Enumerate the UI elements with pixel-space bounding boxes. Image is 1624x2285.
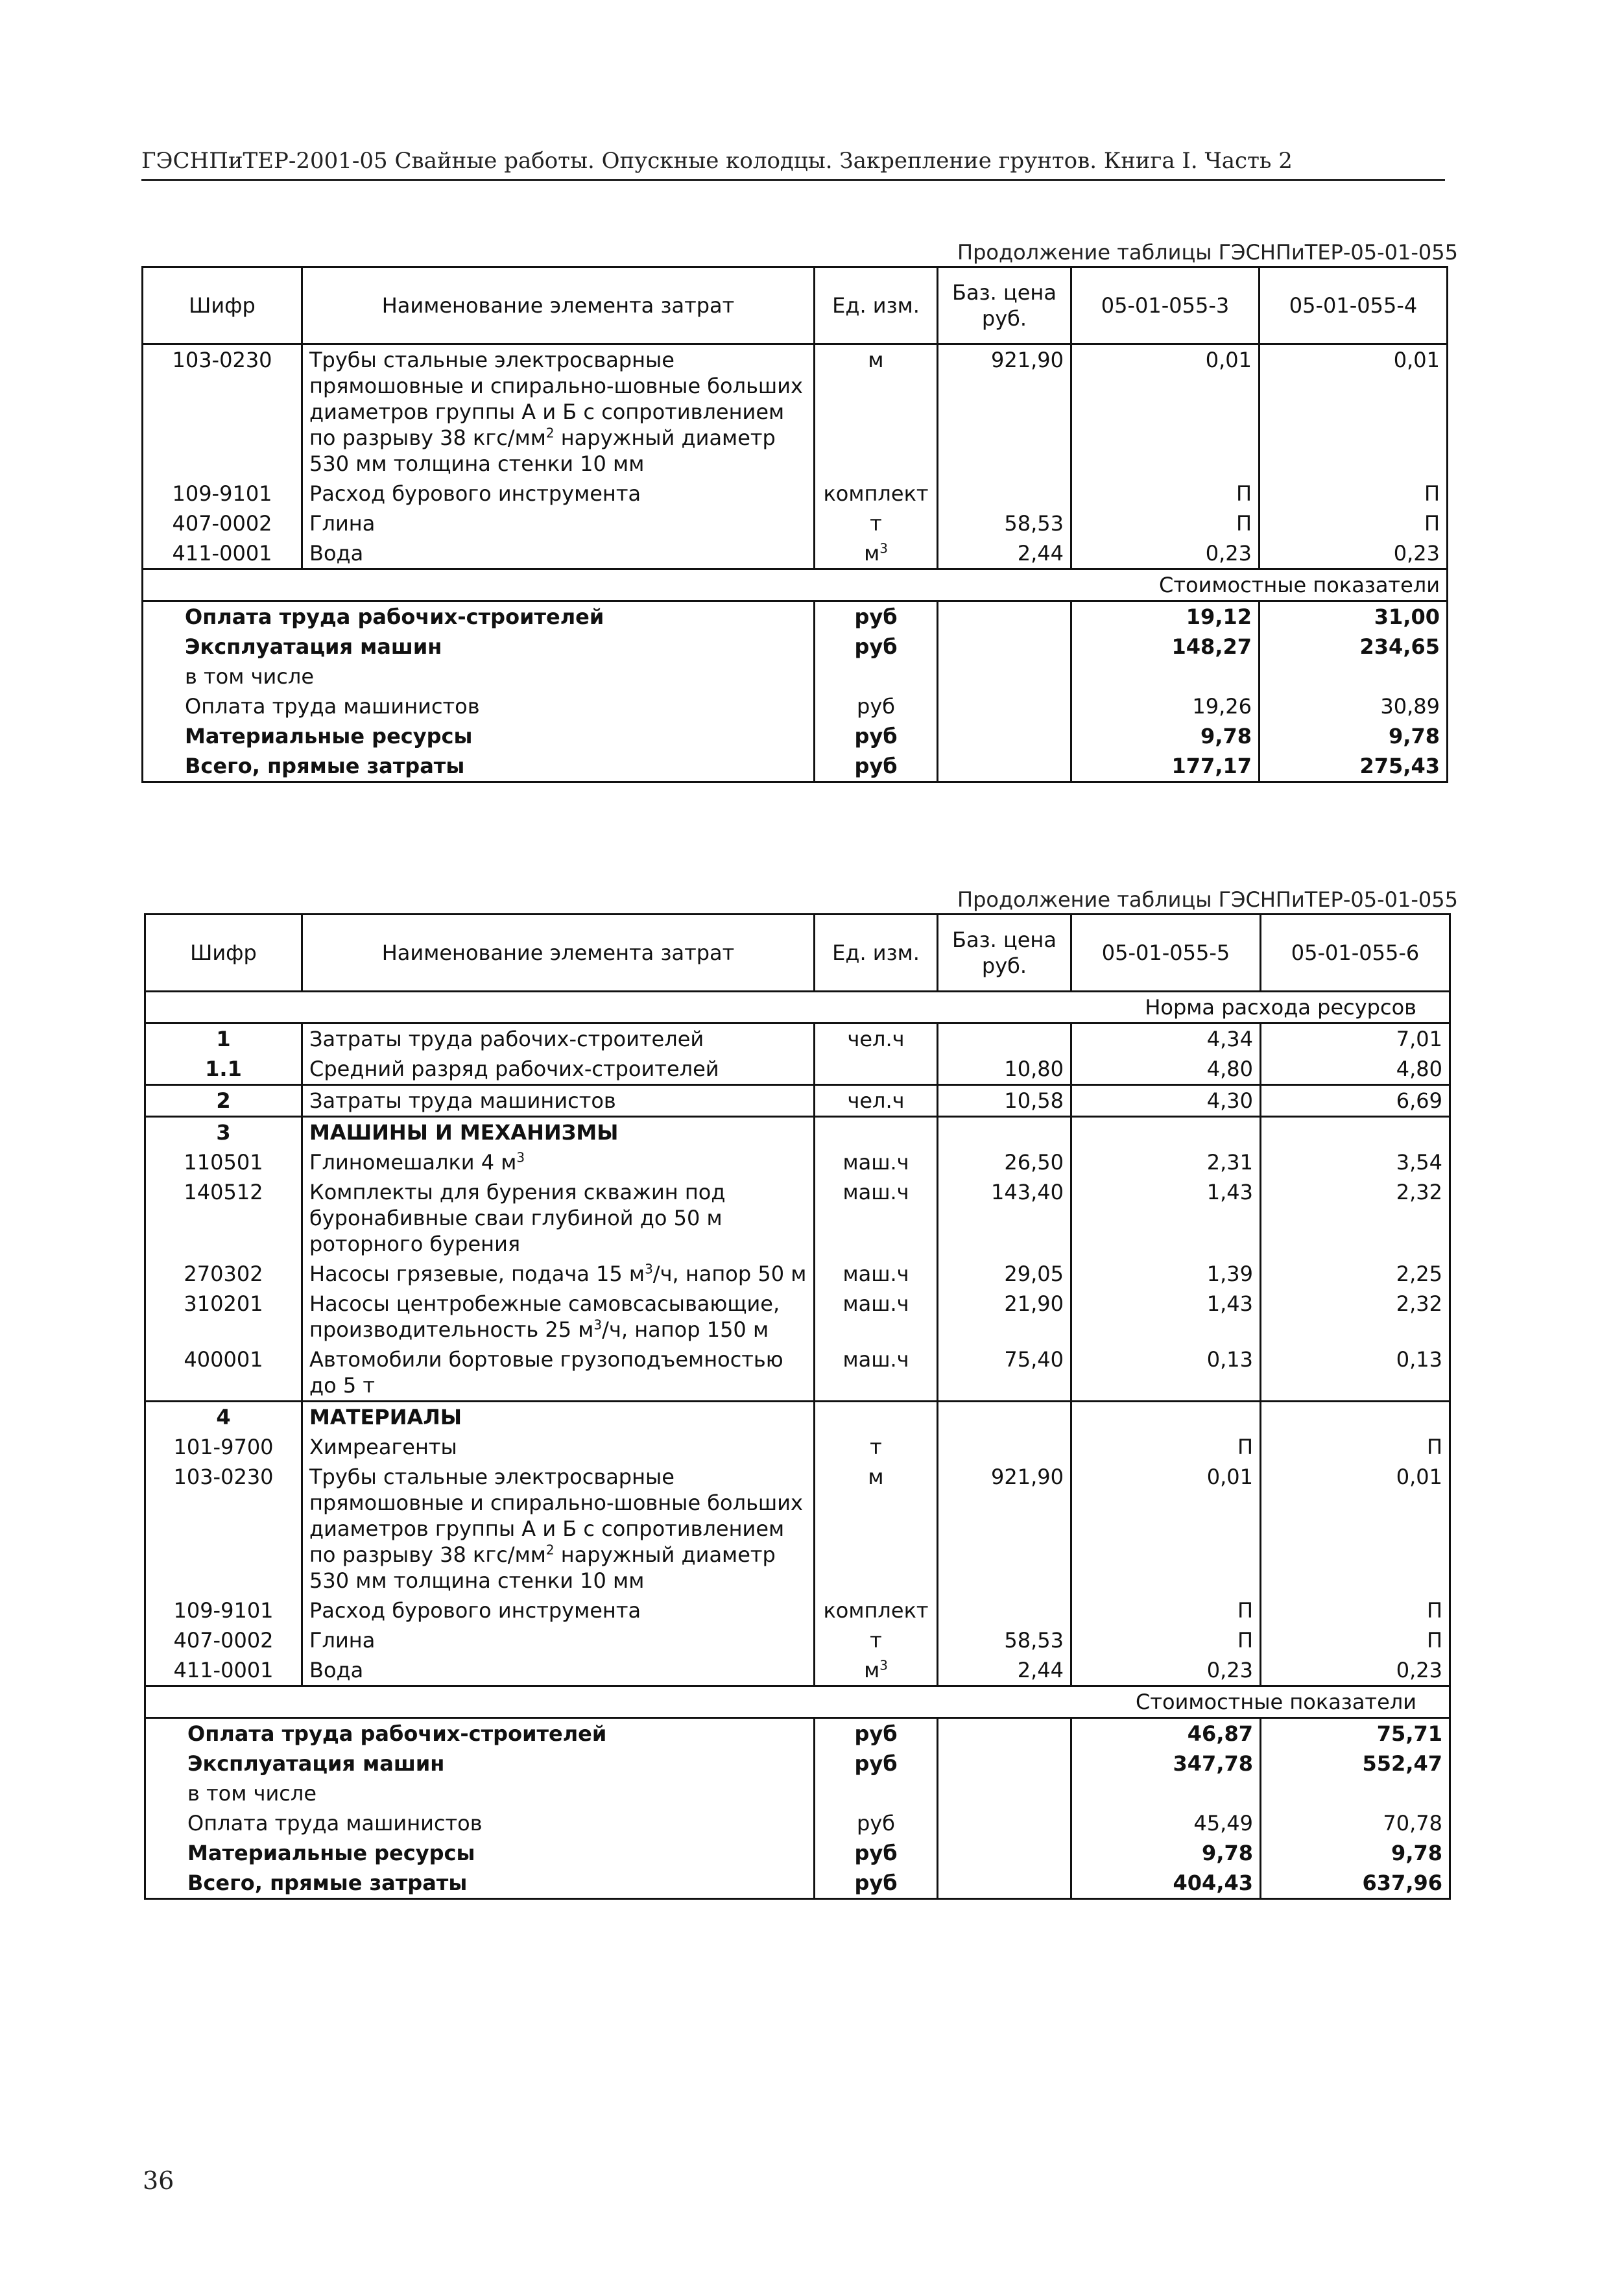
row-price: 21,90 (938, 1289, 1071, 1345)
row-price: 10,80 (938, 1054, 1071, 1085)
cost-row (145, 1868, 1450, 1899)
material-row (145, 1625, 1450, 1655)
row-price: 29,05 (938, 1259, 1071, 1289)
cost-price (938, 1718, 1071, 1749)
row-price (938, 1117, 1071, 1148)
machine-row (145, 1259, 1450, 1289)
table2-norm-label-row (145, 992, 1450, 1023)
table-row (143, 479, 1448, 508)
cost-value-b (1260, 662, 1448, 691)
row-price: 10,58 (938, 1085, 1071, 1117)
cost-price (938, 632, 1071, 662)
row-unit: маш.ч (815, 1259, 938, 1289)
cost-price (938, 662, 1071, 691)
row-value-b: 0,13 (1261, 1345, 1450, 1402)
row-price: 58,53 (938, 1625, 1071, 1655)
row-price: 921,90 (938, 1462, 1071, 1596)
cost-name: в том числе (143, 662, 815, 691)
row-price (938, 479, 1071, 508)
cost-name: в том числе (145, 1778, 815, 1808)
cost-unit: руб (815, 721, 938, 751)
row-unit: т (815, 508, 938, 538)
row-value-b: 0,23 (1260, 538, 1448, 569)
cost-name: Оплата труда машинистов (143, 691, 815, 721)
machine-row (145, 1177, 1450, 1259)
cost-row (145, 1749, 1450, 1778)
row-name: МАШИНЫ И МЕХАНИЗМЫ (302, 1117, 815, 1148)
material-row (145, 1655, 1450, 1686)
row-value-a: П (1071, 1432, 1261, 1462)
row-name: Насосы грязевые, подача 15 $м^3/ч$, напор 50 м (302, 1259, 815, 1289)
header-code: Шифр (143, 267, 302, 344)
cost-unit: руб (815, 1808, 938, 1838)
cost-price (938, 751, 1071, 782)
cost-row (143, 632, 1448, 662)
cost-name: Всего, прямые затраты (143, 751, 815, 782)
row-code: 109-9101 (145, 1596, 302, 1625)
cost-price (938, 1808, 1071, 1838)
row-value-b (1261, 1117, 1450, 1148)
cost-unit: руб (815, 1749, 938, 1778)
cost-name: Оплата труда машинистов (145, 1808, 815, 1838)
row-code: 407-0002 (143, 508, 302, 538)
cost-value-b: 637,96 (1261, 1868, 1450, 1899)
row-value-a: П (1071, 1596, 1261, 1625)
row-value-a: 0,23 (1071, 538, 1260, 569)
row-name: Средний разряд рабочих-строителей (302, 1054, 815, 1085)
cost-value-a: 9,78 (1071, 1838, 1261, 1868)
row-code: 4 (145, 1402, 302, 1433)
cost-unit: руб (815, 1868, 938, 1899)
table2-header-row (145, 915, 1450, 992)
row-value-b: П (1261, 1625, 1450, 1655)
cost-value-a: 19,26 (1071, 691, 1260, 721)
cost-price (938, 691, 1071, 721)
row-code: 3 (145, 1117, 302, 1148)
table1-resource-rows (143, 344, 1448, 569)
cost-unit (815, 1778, 938, 1808)
cost-label: Стоимостные показатели (143, 569, 1448, 601)
cost-unit: руб (815, 601, 938, 632)
row-value-a: 1,43 (1071, 1177, 1261, 1259)
table1 (141, 266, 1448, 783)
row-unit (815, 1402, 938, 1433)
cost-value-b: 9,78 (1261, 1838, 1450, 1868)
table2-caption: Продолжение таблицы ГЭСНПиТЕР-05-01-055 (957, 887, 1458, 912)
cost-name: Материальные ресурсы (145, 1838, 815, 1868)
header-name: Наименование элемента затрат (302, 267, 815, 344)
row-code: 103-0230 (143, 344, 302, 479)
page-header: ГЭСНПиТЕР-2001-05 Свайные работы. Опускные колодцы. Закрепление грунтов. Книга I. Часть 2 (141, 148, 1445, 181)
cost-name: Материальные ресурсы (143, 721, 815, 751)
row-value-b: 0,01 (1260, 344, 1448, 479)
row-value-b: 2,32 (1261, 1289, 1450, 1345)
cost-value-b: 70,78 (1261, 1808, 1450, 1838)
header-price: Баз. цена руб. (938, 915, 1071, 992)
row-code: 310201 (145, 1289, 302, 1345)
row-value-a (1071, 1402, 1261, 1433)
table-row (143, 538, 1448, 569)
cost-row (145, 1838, 1450, 1868)
cost-row (143, 601, 1448, 632)
machine-row (145, 1345, 1450, 1402)
row-price: 58,53 (938, 508, 1071, 538)
row-value-b: 6,69 (1261, 1085, 1450, 1117)
cost-value-a: 45,49 (1071, 1808, 1261, 1838)
row-value-b: П (1260, 508, 1448, 538)
row-value-a (1071, 1117, 1261, 1148)
section-row-materials (145, 1402, 1450, 1433)
cost-value-a: 19,12 (1071, 601, 1260, 632)
row-unit: маш.ч (815, 1177, 938, 1259)
row-name: Вода (302, 538, 815, 569)
cost-price (938, 601, 1071, 632)
row-value-a: П (1071, 508, 1260, 538)
header-unit: Ед. изм. (815, 267, 938, 344)
cost-value-b: 9,78 (1260, 721, 1448, 751)
row-price: 2,44 (938, 1655, 1071, 1686)
table2-cost-rows (145, 1718, 1450, 1899)
row-name: Расход бурового инструмента (302, 1596, 815, 1625)
row-name: Комплекты для бурения скважин под буронабивные сваи глубиной до 50 м роторного бурения (302, 1177, 815, 1259)
row-value-b: П (1260, 479, 1448, 508)
row-unit: м (815, 344, 938, 479)
cost-row (145, 1778, 1450, 1808)
table-row (143, 344, 1448, 479)
row-unit: маш.ч (815, 1345, 938, 1402)
row-value-b: 3,54 (1261, 1147, 1450, 1177)
row-unit: т (815, 1625, 938, 1655)
row-value-a: 0,13 (1071, 1345, 1261, 1402)
row-value-b: 0,23 (1261, 1655, 1450, 1686)
row-value-a: 4,30 (1071, 1085, 1261, 1117)
row-price: 143,40 (938, 1177, 1071, 1259)
row-price: 26,50 (938, 1147, 1071, 1177)
row-value-b: 0,01 (1261, 1462, 1450, 1596)
machine-row (145, 1289, 1450, 1345)
labor-row (145, 1054, 1450, 1085)
cost-value-b: 75,71 (1261, 1718, 1450, 1749)
row-value-a: 1,43 (1071, 1289, 1261, 1345)
cost-unit: руб (815, 1838, 938, 1868)
table1-caption: Продолжение таблицы ГЭСНПиТЕР-05-01-055 (957, 240, 1458, 265)
labor-row (145, 1085, 1450, 1117)
cost-price (938, 1749, 1071, 1778)
cost-name: Эксплуатация машин (145, 1749, 815, 1778)
row-value-a: П (1071, 479, 1260, 508)
header-col-b: 05-01-055-4 (1260, 267, 1448, 344)
row-value-b (1261, 1402, 1450, 1433)
cost-row (143, 662, 1448, 691)
cost-name: Оплата труда рабочих-строителей (143, 601, 815, 632)
cost-value-a (1071, 1778, 1261, 1808)
row-name: Затраты труда машинистов (302, 1085, 815, 1117)
row-name: МАТЕРИАЛЫ (302, 1402, 815, 1433)
row-name: Химреагенты (302, 1432, 815, 1462)
row-unit: $м^3$ (815, 538, 938, 569)
cost-unit: руб (815, 751, 938, 782)
cost-value-a: 9,78 (1071, 721, 1260, 751)
cost-name: Эксплуатация машин (143, 632, 815, 662)
table-row (143, 508, 1448, 538)
header-unit: Ед. изм. (815, 915, 938, 992)
material-row (145, 1596, 1450, 1625)
row-unit: комплект (815, 1596, 938, 1625)
row-code: 140512 (145, 1177, 302, 1259)
row-name: Глиномешалки 4 $м^3$ (302, 1147, 815, 1177)
row-price: 2,44 (938, 538, 1071, 569)
cost-row (143, 751, 1448, 782)
cost-value-b: 234,65 (1260, 632, 1448, 662)
row-value-a: 4,34 (1071, 1023, 1261, 1055)
header-price: Баз. цена руб. (938, 267, 1071, 344)
cost-value-b: 552,47 (1261, 1749, 1450, 1778)
row-price (938, 1023, 1071, 1055)
row-value-b: П (1261, 1596, 1450, 1625)
row-price: 921,90 (938, 344, 1071, 479)
row-value-b: П (1261, 1432, 1450, 1462)
row-name: Насосы центробежные самовсасывающие, производительность 25 $м^3/ч$, напор 150 м (302, 1289, 815, 1345)
row-code: 103-0230 (145, 1462, 302, 1596)
row-price (938, 1596, 1071, 1625)
row-code: 101-9700 (145, 1432, 302, 1462)
row-value-b: 7,01 (1261, 1023, 1450, 1055)
row-price: 75,40 (938, 1345, 1071, 1402)
row-code: 411-0001 (143, 538, 302, 569)
header-name: Наименование элемента затрат (302, 915, 815, 992)
cost-row (143, 721, 1448, 751)
row-code: 270302 (145, 1259, 302, 1289)
cost-price (938, 1838, 1071, 1868)
row-unit (815, 1054, 938, 1085)
row-code: 400001 (145, 1345, 302, 1402)
machine-row (145, 1147, 1450, 1177)
header-code: Шифр (145, 915, 302, 992)
row-unit: м (815, 1462, 938, 1596)
page-number: 36 (143, 2166, 174, 2195)
cost-row (145, 1808, 1450, 1838)
cost-name: Оплата труда рабочих-строителей (145, 1718, 815, 1749)
cost-value-b: 31,00 (1260, 601, 1448, 632)
row-value-a: 1,39 (1071, 1259, 1261, 1289)
header-col-a: 05-01-055-5 (1071, 915, 1261, 992)
cost-row (143, 691, 1448, 721)
row-unit: т (815, 1432, 938, 1462)
cost-name: Всего, прямые затраты (145, 1868, 815, 1899)
row-price (938, 1402, 1071, 1433)
row-code: 1 (145, 1023, 302, 1055)
table2-cost-label-row (145, 1686, 1450, 1718)
row-name: Глина (302, 1625, 815, 1655)
cost-value-a: 347,78 (1071, 1749, 1261, 1778)
row-name: Вода (302, 1655, 815, 1686)
cost-value-a: 46,87 (1071, 1718, 1261, 1749)
cost-price (938, 1868, 1071, 1899)
cost-value-a: 404,43 (1071, 1868, 1261, 1899)
row-value-a: П (1071, 1625, 1261, 1655)
labor-row (145, 1023, 1450, 1055)
row-name: Автомобили бортовые грузоподъемностью до 5 т (302, 1345, 815, 1402)
row-value-a: 0,23 (1071, 1655, 1261, 1686)
header-col-a: 05-01-055-3 (1071, 267, 1260, 344)
row-code: 407-0002 (145, 1625, 302, 1655)
row-code: 2 (145, 1085, 302, 1117)
cost-unit: руб (815, 1718, 938, 1749)
table1-header-row (143, 267, 1448, 344)
cost-value-b: 30,89 (1260, 691, 1448, 721)
cost-label: Стоимостные показатели (145, 1686, 1450, 1718)
table2 (144, 913, 1451, 1900)
material-row (145, 1462, 1450, 1596)
row-name: Трубы стальные электросварные прямошовные и спирально-шовные больших диаметров группы А и Б с сопротивлением по разрыву 38 кгс/$мм^2$ наружный диаметр 530 мм толщина стенки 10 мм (302, 344, 815, 479)
row-unit: чел.ч (815, 1023, 938, 1055)
header-col-b: 05-01-055-6 (1261, 915, 1450, 992)
row-name: Трубы стальные электросварные прямошовные и спирально-шовные больших диаметров группы А и Б с сопротивлением по разрыву 38 кгс/$мм^2$ наружный диаметр 530 мм толщина стенки 10 мм (302, 1462, 815, 1596)
cost-value-b (1261, 1778, 1450, 1808)
cost-unit (815, 662, 938, 691)
cost-price (938, 721, 1071, 751)
row-unit: маш.ч (815, 1289, 938, 1345)
row-value-a: 0,01 (1071, 1462, 1261, 1596)
material-row (145, 1432, 1450, 1462)
section-row-machines (145, 1117, 1450, 1148)
row-value-a: 2,31 (1071, 1147, 1261, 1177)
row-unit: $м^3$ (815, 1655, 938, 1686)
norm-label: Норма расхода ресурсов (145, 992, 1450, 1023)
row-unit: комплект (815, 479, 938, 508)
row-value-b: 2,32 (1261, 1177, 1450, 1259)
table1-cost-label-row (143, 569, 1448, 601)
row-price (938, 1432, 1071, 1462)
cost-price (938, 1778, 1071, 1808)
row-code: 1.1 (145, 1054, 302, 1085)
row-unit: чел.ч (815, 1085, 938, 1117)
row-name: Расход бурового инструмента (302, 479, 815, 508)
row-value-b: 2,25 (1261, 1259, 1450, 1289)
row-name: Глина (302, 508, 815, 538)
cost-row (145, 1718, 1450, 1749)
table1-cost-rows (143, 601, 1448, 782)
cost-value-a (1071, 662, 1260, 691)
row-value-b: 4,80 (1261, 1054, 1450, 1085)
table2-resource-rows (145, 1023, 1450, 1686)
cost-value-a: 177,17 (1071, 751, 1260, 782)
cost-value-b: 275,43 (1260, 751, 1448, 782)
cost-value-a: 148,27 (1071, 632, 1260, 662)
cost-unit: руб (815, 632, 938, 662)
row-name: Затраты труда рабочих-строителей (302, 1023, 815, 1055)
row-unit: маш.ч (815, 1147, 938, 1177)
row-code: 109-9101 (143, 479, 302, 508)
cost-unit: руб (815, 691, 938, 721)
row-code: 411-0001 (145, 1655, 302, 1686)
row-value-a: 0,01 (1071, 344, 1260, 479)
row-unit (815, 1117, 938, 1148)
row-code: 110501 (145, 1147, 302, 1177)
row-value-a: 4,80 (1071, 1054, 1261, 1085)
